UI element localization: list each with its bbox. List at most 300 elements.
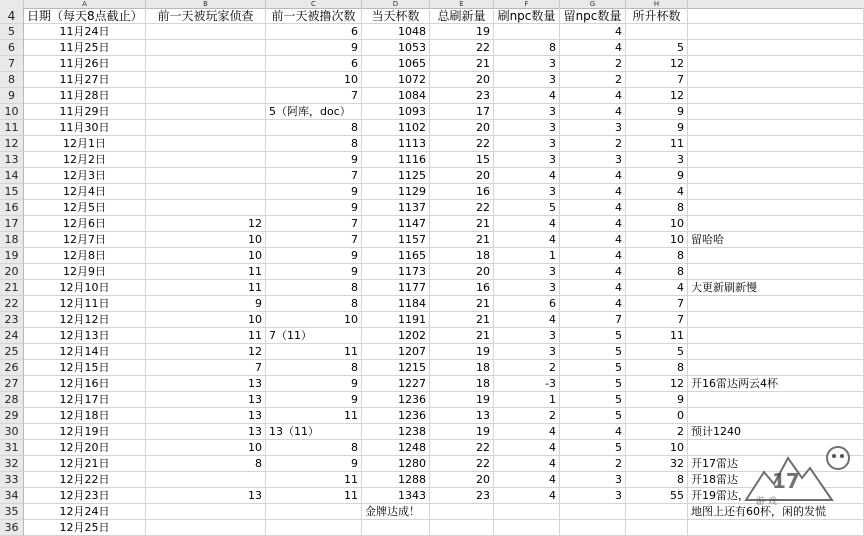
cups-cell[interactable]: 1165 [362,248,430,264]
attacked-cell[interactable]: 8 [266,280,362,296]
npc-refresh-cell[interactable]: 4 [494,488,560,504]
cups-cell[interactable]: 1207 [362,344,430,360]
row-number[interactable]: 20 [0,264,24,280]
npc-kept-cell[interactable] [560,520,626,536]
date-cell[interactable]: 12月16日 [24,376,146,392]
date-cell[interactable]: 11月26日 [24,56,146,72]
refresh-cell[interactable]: 18 [430,360,494,376]
cups-cell[interactable]: 1102 [362,120,430,136]
npc-kept-cell[interactable] [560,504,626,520]
cups-cell[interactable]: 1173 [362,264,430,280]
cups-cell[interactable]: 1072 [362,72,430,88]
refresh-cell[interactable]: 21 [430,296,494,312]
npc-kept-cell[interactable]: 4 [560,424,626,440]
row-number[interactable]: 26 [0,360,24,376]
attacked-cell[interactable]: 9 [266,152,362,168]
npc-refresh-cell[interactable]: 3 [494,280,560,296]
npc-refresh-cell[interactable]: 3 [494,328,560,344]
note-cell[interactable] [688,72,864,88]
scouted-cell[interactable] [146,168,266,184]
row-number[interactable]: 8 [0,72,24,88]
scouted-cell[interactable]: 8 [146,456,266,472]
refresh-cell[interactable] [430,520,494,536]
date-cell[interactable]: 11月29日 [24,104,146,120]
attacked-cell[interactable]: 9 [266,264,362,280]
cups-gained-cell[interactable]: 7 [626,312,688,328]
cups-gained-cell[interactable] [626,24,688,40]
cups-gained-cell[interactable]: 7 [626,72,688,88]
date-cell[interactable]: 12月6日 [24,216,146,232]
cups-cell[interactable]: 1084 [362,88,430,104]
cups-cell[interactable]: 1288 [362,472,430,488]
attacked-cell[interactable]: 9 [266,200,362,216]
refresh-cell[interactable]: 22 [430,440,494,456]
note-cell[interactable]: 开17雷达 [688,456,864,472]
scouted-cell[interactable] [146,40,266,56]
npc-kept-cell[interactable]: 4 [560,248,626,264]
scouted-cell[interactable] [146,184,266,200]
cups-gained-cell[interactable]: 7 [626,296,688,312]
refresh-cell[interactable] [430,504,494,520]
date-cell[interactable]: 12月12日 [24,312,146,328]
attacked-cell[interactable]: 7 [266,216,362,232]
npc-kept-cell[interactable]: 4 [560,264,626,280]
note-cell[interactable] [688,392,864,408]
note-cell[interactable] [688,248,864,264]
cups-cell[interactable] [362,520,430,536]
cups-cell[interactable]: 1113 [362,136,430,152]
npc-refresh-cell[interactable]: 4 [494,88,560,104]
cups-cell[interactable]: 1238 [362,424,430,440]
cups-gained-cell[interactable]: 8 [626,472,688,488]
note-cell[interactable]: 地图上还有60杯，闲的发慌 [688,504,864,520]
cups-cell[interactable]: 1227 [362,376,430,392]
cups-gained-cell[interactable]: 12 [626,56,688,72]
row-number[interactable]: 17 [0,216,24,232]
header-scouted[interactable]: 前一天被玩家侦查 [146,8,266,24]
scouted-cell[interactable]: 12 [146,216,266,232]
npc-kept-cell[interactable]: 4 [560,24,626,40]
npc-refresh-cell[interactable]: 4 [494,168,560,184]
row-number[interactable]: 14 [0,168,24,184]
header-note[interactable] [688,8,864,24]
note-cell[interactable] [688,152,864,168]
refresh-cell[interactable]: 18 [430,248,494,264]
scouted-cell[interactable]: 11 [146,264,266,280]
note-cell[interactable] [688,200,864,216]
npc-refresh-cell[interactable]: 3 [494,344,560,360]
cups-gained-cell[interactable]: 9 [626,168,688,184]
refresh-cell[interactable]: 17 [430,104,494,120]
attacked-cell[interactable]: 9 [266,184,362,200]
refresh-cell[interactable]: 19 [430,344,494,360]
cups-cell[interactable]: 1191 [362,312,430,328]
cups-gained-cell[interactable] [626,504,688,520]
scouted-cell[interactable] [146,56,266,72]
npc-refresh-cell[interactable]: 3 [494,120,560,136]
note-cell[interactable] [688,24,864,40]
cups-gained-cell[interactable]: 12 [626,88,688,104]
npc-refresh-cell[interactable]: 3 [494,152,560,168]
corner-cell[interactable] [0,0,24,8]
scouted-cell[interactable]: 13 [146,424,266,440]
refresh-cell[interactable]: 21 [430,56,494,72]
attacked-cell[interactable]: 11 [266,344,362,360]
npc-kept-cell[interactable]: 4 [560,200,626,216]
date-cell[interactable]: 12月11日 [24,296,146,312]
header-npc-refresh[interactable]: 刷npc数量 [494,8,560,24]
npc-refresh-cell[interactable]: 4 [494,216,560,232]
date-cell[interactable]: 12月10日 [24,280,146,296]
cups-cell[interactable]: 1343 [362,488,430,504]
scouted-cell[interactable]: 10 [146,248,266,264]
scouted-cell[interactable] [146,136,266,152]
npc-kept-cell[interactable]: 4 [560,104,626,120]
date-cell[interactable]: 12月3日 [24,168,146,184]
npc-refresh-cell[interactable]: 3 [494,136,560,152]
date-cell[interactable]: 11月28日 [24,88,146,104]
note-cell[interactable]: 开18雷达 [688,472,864,488]
note-cell[interactable] [688,328,864,344]
cups-gained-cell[interactable]: 32 [626,456,688,472]
refresh-cell[interactable]: 19 [430,392,494,408]
date-cell[interactable]: 12月22日 [24,472,146,488]
refresh-cell[interactable]: 20 [430,72,494,88]
npc-kept-cell[interactable]: 4 [560,216,626,232]
npc-refresh-cell[interactable]: 1 [494,392,560,408]
refresh-cell[interactable]: 21 [430,216,494,232]
npc-kept-cell[interactable]: 3 [560,472,626,488]
date-cell[interactable]: 12月24日 [24,504,146,520]
note-cell[interactable] [688,264,864,280]
refresh-cell[interactable]: 16 [430,280,494,296]
scouted-cell[interactable]: 7 [146,360,266,376]
attacked-cell[interactable]: 9 [266,392,362,408]
row-number[interactable]: 16 [0,200,24,216]
row-number[interactable]: 10 [0,104,24,120]
cups-gained-cell[interactable]: 9 [626,120,688,136]
row-number[interactable]: 11 [0,120,24,136]
cups-gained-cell[interactable]: 8 [626,200,688,216]
row-number[interactable]: 6 [0,40,24,56]
header-attacked[interactable]: 前一天被撸次数 [266,8,362,24]
npc-kept-cell[interactable]: 4 [560,168,626,184]
date-cell[interactable]: 11月25日 [24,40,146,56]
date-cell[interactable]: 12月19日 [24,424,146,440]
col-header-f[interactable]: F [494,0,560,8]
attacked-cell[interactable]: 8 [266,440,362,456]
refresh-cell[interactable]: 18 [430,376,494,392]
attacked-cell[interactable]: 13（11） [266,424,362,440]
note-cell[interactable] [688,312,864,328]
cups-gained-cell[interactable]: 8 [626,360,688,376]
attacked-cell[interactable]: 9 [266,376,362,392]
attacked-cell[interactable]: 8 [266,360,362,376]
refresh-cell[interactable]: 20 [430,264,494,280]
row-number[interactable]: 34 [0,488,24,504]
row-number[interactable]: 32 [0,456,24,472]
cups-cell[interactable]: 1053 [362,40,430,56]
npc-refresh-cell[interactable]: 2 [494,360,560,376]
cups-cell[interactable]: 1215 [362,360,430,376]
attacked-cell[interactable]: 7 [266,88,362,104]
row-number[interactable]: 13 [0,152,24,168]
refresh-cell[interactable]: 20 [430,120,494,136]
col-header-h[interactable]: H [626,0,688,8]
cups-gained-cell[interactable]: 10 [626,440,688,456]
row-number[interactable]: 4 [0,8,24,24]
scouted-cell[interactable] [146,104,266,120]
npc-kept-cell[interactable]: 2 [560,72,626,88]
row-number[interactable]: 36 [0,520,24,536]
npc-kept-cell[interactable]: 3 [560,152,626,168]
npc-kept-cell[interactable]: 4 [560,184,626,200]
date-cell[interactable]: 12月20日 [24,440,146,456]
refresh-cell[interactable]: 22 [430,40,494,56]
npc-kept-cell[interactable]: 2 [560,456,626,472]
scouted-cell[interactable]: 11 [146,328,266,344]
npc-refresh-cell[interactable]: 2 [494,408,560,424]
row-number[interactable]: 15 [0,184,24,200]
cups-cell[interactable]: 1157 [362,232,430,248]
cups-cell[interactable]: 1065 [362,56,430,72]
attacked-cell[interactable]: 8 [266,120,362,136]
note-cell[interactable]: 预计1240 [688,424,864,440]
npc-refresh-cell[interactable]: 4 [494,440,560,456]
cups-cell[interactable]: 1048 [362,24,430,40]
scouted-cell[interactable]: 11 [146,280,266,296]
scouted-cell[interactable]: 10 [146,232,266,248]
row-number[interactable]: 29 [0,408,24,424]
cups-cell[interactable]: 1147 [362,216,430,232]
row-number[interactable]: 7 [0,56,24,72]
npc-kept-cell[interactable]: 3 [560,488,626,504]
note-cell[interactable] [688,40,864,56]
cups-gained-cell[interactable]: 8 [626,264,688,280]
note-cell[interactable] [688,408,864,424]
row-number[interactable]: 35 [0,504,24,520]
note-cell[interactable] [688,120,864,136]
cups-cell[interactable]: 1177 [362,280,430,296]
note-cell[interactable] [688,88,864,104]
npc-kept-cell[interactable]: 5 [560,328,626,344]
cups-gained-cell[interactable] [626,520,688,536]
npc-refresh-cell[interactable]: 4 [494,232,560,248]
date-cell[interactable]: 12月2日 [24,152,146,168]
refresh-cell[interactable]: 21 [430,328,494,344]
note-cell[interactable] [688,216,864,232]
header-cups[interactable]: 当天杯数 [362,8,430,24]
cups-gained-cell[interactable]: 8 [626,248,688,264]
npc-kept-cell[interactable]: 4 [560,40,626,56]
cups-gained-cell[interactable]: 10 [626,232,688,248]
row-number[interactable]: 24 [0,328,24,344]
row-number[interactable]: 33 [0,472,24,488]
row-number[interactable]: 30 [0,424,24,440]
npc-refresh-cell[interactable]: 4 [494,424,560,440]
refresh-cell[interactable]: 20 [430,472,494,488]
scouted-cell[interactable]: 10 [146,312,266,328]
date-cell[interactable]: 12月25日 [24,520,146,536]
npc-kept-cell[interactable]: 2 [560,56,626,72]
attacked-cell[interactable] [266,520,362,536]
scouted-cell[interactable]: 13 [146,408,266,424]
note-cell[interactable] [688,184,864,200]
cups-gained-cell[interactable]: 2 [626,424,688,440]
cups-cell[interactable]: 1280 [362,456,430,472]
scouted-cell[interactable] [146,88,266,104]
col-header-g[interactable]: G [560,0,626,8]
cups-gained-cell[interactable]: 5 [626,344,688,360]
row-number[interactable]: 22 [0,296,24,312]
npc-kept-cell[interactable]: 3 [560,120,626,136]
npc-refresh-cell[interactable]: 1 [494,248,560,264]
cups-cell[interactable]: 1137 [362,200,430,216]
cups-cell[interactable]: 1236 [362,392,430,408]
attacked-cell[interactable]: 11 [266,408,362,424]
npc-refresh-cell[interactable]: 4 [494,472,560,488]
row-number[interactable]: 28 [0,392,24,408]
cups-cell[interactable]: 金牌达成！ [362,504,430,520]
cups-gained-cell[interactable]: 3 [626,152,688,168]
date-cell[interactable]: 12月1日 [24,136,146,152]
refresh-cell[interactable]: 16 [430,184,494,200]
attacked-cell[interactable]: 9 [266,40,362,56]
note-cell[interactable] [688,296,864,312]
row-number[interactable]: 23 [0,312,24,328]
note-cell[interactable] [688,56,864,72]
col-header-d[interactable]: D [362,0,430,8]
row-number[interactable]: 21 [0,280,24,296]
date-cell[interactable]: 12月7日 [24,232,146,248]
scouted-cell[interactable] [146,72,266,88]
row-number[interactable]: 25 [0,344,24,360]
scouted-cell[interactable]: 13 [146,488,266,504]
attacked-cell[interactable]: 9 [266,456,362,472]
scouted-cell[interactable] [146,504,266,520]
scouted-cell[interactable] [146,472,266,488]
date-cell[interactable]: 12月21日 [24,456,146,472]
cups-gained-cell[interactable]: 4 [626,280,688,296]
npc-refresh-cell[interactable]: 3 [494,56,560,72]
note-cell[interactable]: 开19雷达， [688,488,864,504]
scouted-cell[interactable]: 10 [146,440,266,456]
attacked-cell[interactable]: 10 [266,312,362,328]
refresh-cell[interactable]: 15 [430,152,494,168]
npc-refresh-cell[interactable]: 3 [494,264,560,280]
cups-cell[interactable]: 1129 [362,184,430,200]
date-cell[interactable]: 12月17日 [24,392,146,408]
note-cell[interactable]: 开16雷达两云4杯 [688,376,864,392]
attacked-cell[interactable]: 11 [266,472,362,488]
note-cell[interactable] [688,136,864,152]
note-cell[interactable]: 大更新刷新慢 [688,280,864,296]
cups-gained-cell[interactable]: 9 [626,104,688,120]
npc-refresh-cell[interactable]: 3 [494,72,560,88]
cups-cell[interactable]: 1125 [362,168,430,184]
attacked-cell[interactable]: 8 [266,136,362,152]
row-number[interactable]: 31 [0,440,24,456]
npc-refresh-cell[interactable]: -3 [494,376,560,392]
scouted-cell[interactable] [146,152,266,168]
npc-refresh-cell[interactable]: 5 [494,200,560,216]
cups-gained-cell[interactable]: 11 [626,328,688,344]
npc-kept-cell[interactable]: 4 [560,280,626,296]
cups-cell[interactable]: 1093 [362,104,430,120]
attacked-cell[interactable]: 7 [266,168,362,184]
cups-gained-cell[interactable]: 11 [626,136,688,152]
cups-gained-cell[interactable]: 0 [626,408,688,424]
header-refresh[interactable]: 总刷新量 [430,8,494,24]
npc-refresh-cell[interactable]: 8 [494,40,560,56]
cups-gained-cell[interactable]: 9 [626,392,688,408]
date-cell[interactable]: 12月18日 [24,408,146,424]
date-cell[interactable]: 12月9日 [24,264,146,280]
note-cell[interactable] [688,520,864,536]
attacked-cell[interactable]: 7（11） [266,328,362,344]
cups-gained-cell[interactable]: 5 [626,40,688,56]
npc-refresh-cell[interactable]: 3 [494,104,560,120]
attacked-cell[interactable]: 8 [266,296,362,312]
npc-kept-cell[interactable]: 4 [560,296,626,312]
npc-kept-cell[interactable]: 5 [560,392,626,408]
date-cell[interactable]: 11月27日 [24,72,146,88]
date-cell[interactable]: 12月4日 [24,184,146,200]
refresh-cell[interactable]: 23 [430,88,494,104]
cups-cell[interactable]: 1248 [362,440,430,456]
refresh-cell[interactable]: 19 [430,24,494,40]
cups-cell[interactable]: 1184 [362,296,430,312]
npc-kept-cell[interactable]: 7 [560,312,626,328]
col-header-e[interactable]: E [430,0,494,8]
row-number[interactable]: 9 [0,88,24,104]
attacked-cell[interactable]: 6 [266,56,362,72]
scouted-cell[interactable] [146,200,266,216]
date-cell[interactable]: 12月5日 [24,200,146,216]
attacked-cell[interactable] [266,504,362,520]
note-cell[interactable] [688,168,864,184]
row-number[interactable]: 12 [0,136,24,152]
npc-kept-cell[interactable]: 5 [560,440,626,456]
scouted-cell[interactable]: 13 [146,376,266,392]
npc-refresh-cell[interactable] [494,24,560,40]
scouted-cell[interactable] [146,520,266,536]
refresh-cell[interactable]: 19 [430,424,494,440]
cups-cell[interactable]: 1116 [362,152,430,168]
attacked-cell[interactable]: 10 [266,72,362,88]
refresh-cell[interactable]: 22 [430,200,494,216]
refresh-cell[interactable]: 21 [430,232,494,248]
npc-refresh-cell[interactable] [494,504,560,520]
header-date[interactable]: 日期（每天8点截止） [24,8,146,24]
npc-kept-cell[interactable]: 5 [560,408,626,424]
refresh-cell[interactable]: 13 [430,408,494,424]
row-number[interactable]: 27 [0,376,24,392]
col-header-b[interactable]: B [146,0,266,8]
attacked-cell[interactable]: 9 [266,248,362,264]
npc-kept-cell[interactable]: 2 [560,136,626,152]
scouted-cell[interactable] [146,120,266,136]
npc-refresh-cell[interactable]: 4 [494,456,560,472]
cups-gained-cell[interactable]: 4 [626,184,688,200]
refresh-cell[interactable]: 22 [430,136,494,152]
header-npc-kept[interactable]: 留npc数量 [560,8,626,24]
refresh-cell[interactable]: 22 [430,456,494,472]
col-header-a[interactable]: A [24,0,146,8]
npc-refresh-cell[interactable]: 3 [494,184,560,200]
note-cell[interactable]: 留哈哈 [688,232,864,248]
date-cell[interactable]: 11月30日 [24,120,146,136]
